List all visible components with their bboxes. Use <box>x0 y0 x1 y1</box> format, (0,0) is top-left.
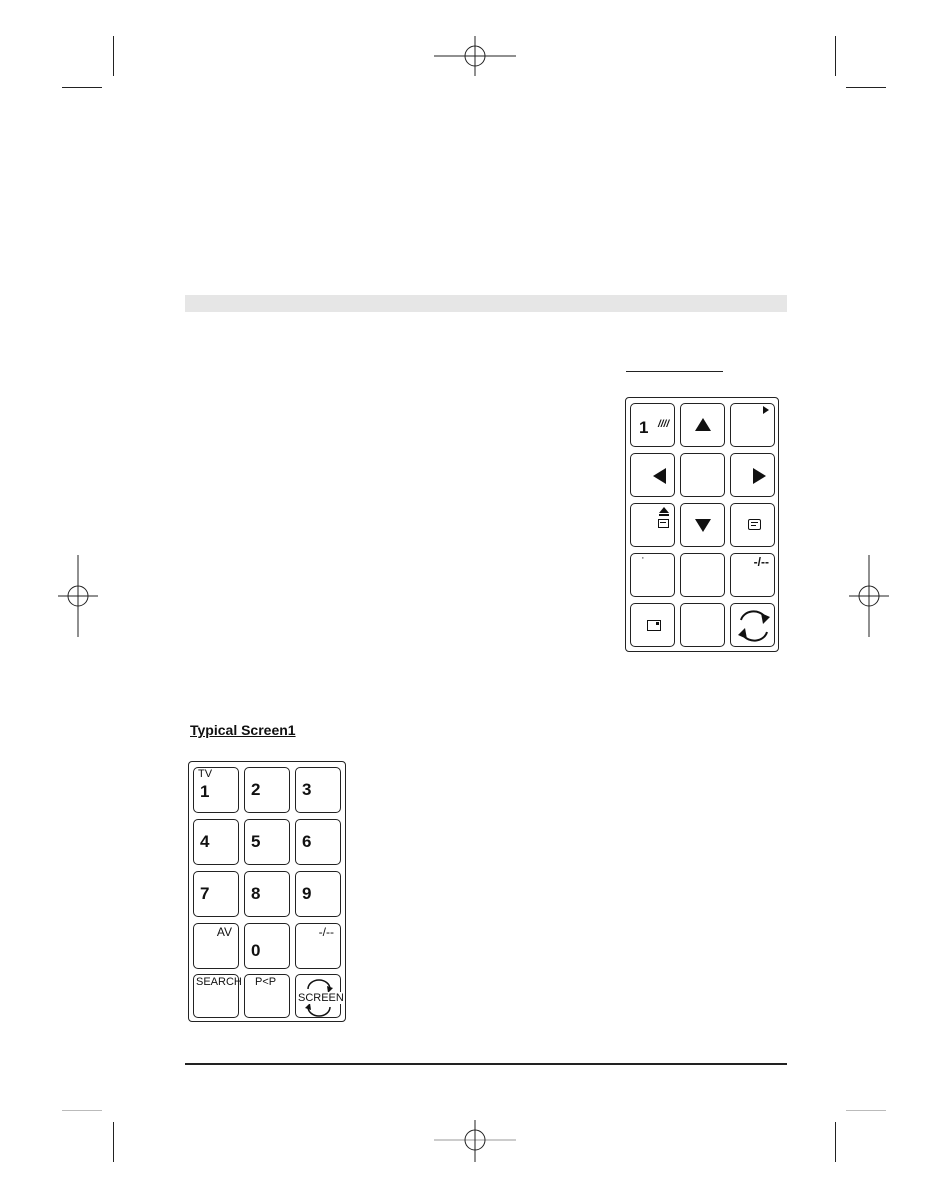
arrow-down-icon <box>695 519 711 532</box>
registration-mark-bottom <box>434 1120 516 1162</box>
key-pip-swap[interactable] <box>244 974 290 1018</box>
key-av-label: AV <box>216 925 232 939</box>
key-7[interactable] <box>193 871 239 917</box>
crop-mark-bottom-left-vertical <box>113 1122 114 1162</box>
key-4[interactable] <box>193 819 239 865</box>
registration-mark-top <box>434 36 516 76</box>
section-heading <box>190 722 296 738</box>
key-5[interactable] <box>244 819 290 865</box>
arrow-left-icon <box>653 468 666 484</box>
crop-mark-top-left-vertical <box>113 36 114 76</box>
key-pip[interactable] <box>630 603 675 647</box>
key-digit-toggle[interactable] <box>295 923 341 969</box>
registration-mark-left <box>58 555 98 637</box>
key-2-number: 2 <box>251 780 261 799</box>
key-play[interactable] <box>730 403 775 447</box>
key-9[interactable] <box>295 871 341 917</box>
key-screen[interactable] <box>295 974 344 1018</box>
key-subtitle[interactable] <box>730 503 775 547</box>
section-heading-text: Typical Screen1 <box>190 722 296 738</box>
key-screen-2[interactable] <box>730 603 775 647</box>
screen2-label-underline <box>626 371 723 372</box>
key-digit-toggle-label: -/-- <box>318 925 334 939</box>
key-dot[interactable] <box>630 553 675 597</box>
eject-bar <box>659 514 669 516</box>
eject-icon <box>659 507 669 513</box>
key-digit-toggle-2-label: -/-- <box>753 555 769 569</box>
crop-mark-bottom-left-horizontal <box>62 1110 102 1111</box>
key-up[interactable] <box>680 403 725 447</box>
key-down[interactable] <box>680 503 725 547</box>
key-3-number: 3 <box>302 780 312 799</box>
subtitle-icon <box>748 519 761 530</box>
key-teletext-1-number: 1 <box>639 418 649 437</box>
key-blank-4[interactable] <box>680 553 725 597</box>
key-8[interactable] <box>244 871 290 917</box>
crop-mark-bottom-right-horizontal <box>846 1110 886 1111</box>
pip-icon <box>647 620 661 631</box>
registration-mark-right <box>849 555 889 637</box>
key-eject[interactable] <box>630 503 675 547</box>
play-small-icon <box>763 406 769 414</box>
crop-mark-top-right-vertical <box>835 36 836 76</box>
key-6-number: 6 <box>302 832 312 851</box>
key-blank-5[interactable] <box>680 603 725 647</box>
key-search-label: SEARCH <box>196 976 242 988</box>
arrow-right-icon <box>753 468 766 484</box>
key-digit-toggle-2[interactable] <box>730 553 775 597</box>
key-dot-label: · <box>641 552 645 564</box>
footer-rule <box>185 1063 787 1065</box>
key-4-number: 4 <box>200 832 210 851</box>
key-1[interactable] <box>193 767 239 813</box>
key-5-number: 5 <box>251 832 261 851</box>
key-2[interactable] <box>244 767 290 813</box>
key-center[interactable] <box>680 453 725 497</box>
key-0-number: 0 <box>251 941 261 960</box>
key-av[interactable] <box>193 923 239 969</box>
crop-mark-top-left-horizontal <box>62 87 102 88</box>
teletext-mix-icon <box>658 519 669 528</box>
key-pip-swap-label: P<P <box>255 976 277 988</box>
key-search[interactable] <box>193 974 242 1018</box>
crop-mark-bottom-right-vertical <box>835 1122 836 1162</box>
teletext-index-icon: //// <box>658 419 670 430</box>
key-1-sublabel: TV <box>198 768 213 780</box>
screen1-panel <box>188 761 346 1022</box>
key-teletext-1[interactable] <box>630 403 675 447</box>
crop-mark-top-right-horizontal <box>846 87 886 88</box>
key-3[interactable] <box>295 767 341 813</box>
screen-rotate-icon <box>737 606 771 646</box>
key-left[interactable] <box>630 453 675 497</box>
key-screen-label: SCREEN <box>298 992 344 1004</box>
screen2-panel <box>625 397 779 652</box>
header-band <box>185 295 787 312</box>
key-0[interactable] <box>244 923 290 969</box>
key-right[interactable] <box>730 453 775 497</box>
key-6[interactable] <box>295 819 341 865</box>
key-1-number: 1 <box>200 782 210 801</box>
key-7-number: 7 <box>200 884 210 903</box>
key-9-number: 9 <box>302 884 312 903</box>
key-8-number: 8 <box>251 884 261 903</box>
arrow-up-icon <box>695 418 711 431</box>
